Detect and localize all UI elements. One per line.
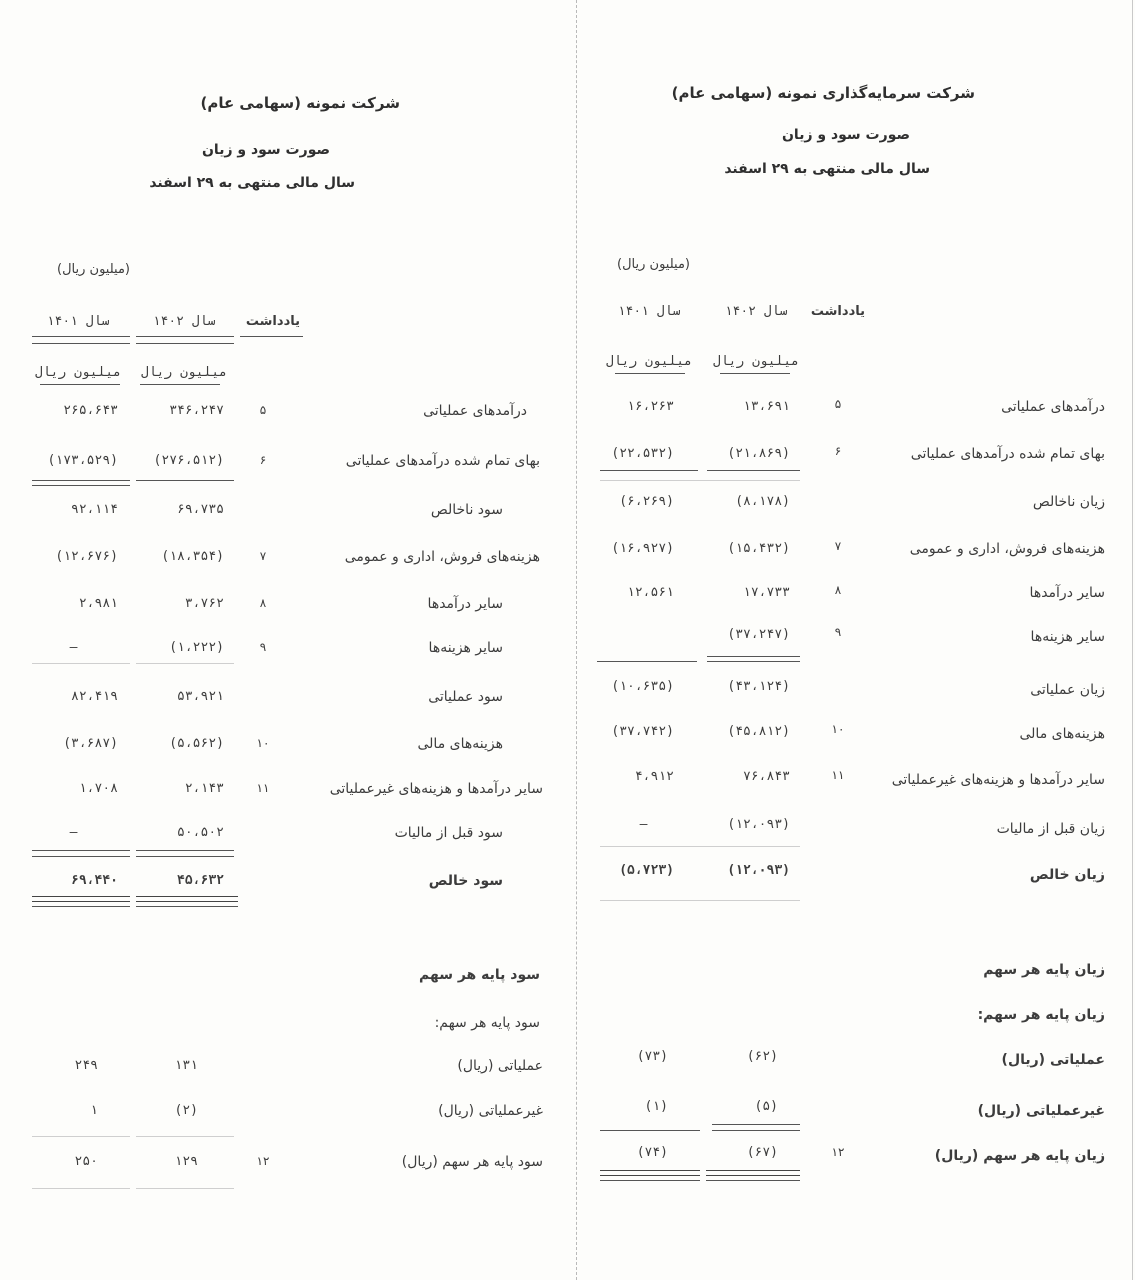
left-eps-current: (۲) bbox=[174, 1103, 198, 1118]
right-row-prior: — bbox=[639, 817, 649, 832]
left-row-current: (۱۸،۳۵۴) bbox=[161, 549, 224, 564]
right-col-current: سال ۱۴۰۲ bbox=[724, 304, 788, 319]
left-row-current: (۲۷۶،۵۱۲) bbox=[153, 453, 224, 468]
right-row-label: سایر درآمدها و هزینه‌های غیرعملیاتی bbox=[891, 772, 1105, 788]
left-row-prior: (۱۷۳،۵۲۹) bbox=[47, 453, 118, 468]
right-row-prior: (۳۷،۷۴۲) bbox=[611, 724, 674, 739]
left-eps-prior: ۲۴۹ bbox=[74, 1058, 98, 1073]
right-row-current: (۱۲،۰۹۳) bbox=[727, 863, 790, 878]
left-row-label: درآمدهای عملیاتی bbox=[423, 403, 527, 419]
left-row-prior: ۲۶۵،۶۴۳ bbox=[63, 403, 118, 418]
left-eps-label: عملیاتی (ریال) bbox=[457, 1058, 543, 1074]
right-row-note: ۹ bbox=[834, 625, 842, 639]
right-row-current: (۲۱،۸۶۹) bbox=[727, 446, 790, 461]
right-eps-label: غیرعملیاتی (ریال) bbox=[977, 1103, 1105, 1119]
left-row-label: سایر درآمدها bbox=[427, 596, 503, 612]
right-row-label: سایر هزینه‌ها bbox=[1030, 629, 1105, 645]
left-row-label: سود عملیاتی bbox=[428, 689, 503, 705]
right-col-prior-sub: میلیون ریال bbox=[605, 354, 693, 369]
left-row-label: سود ناخالص bbox=[430, 502, 503, 518]
right-row-current: (۴۳،۱۲۴) bbox=[727, 679, 790, 694]
left-row-note: ۸ bbox=[259, 596, 267, 610]
left-row-note: ۱۰ bbox=[256, 736, 270, 750]
page-divider bbox=[576, 0, 577, 1280]
right-heading-period: سال مالی منتهی به ۲۹ اسفند bbox=[724, 161, 930, 177]
left-col-prior: سال ۱۴۰۱ bbox=[46, 314, 110, 329]
right-eps-prior: (۷۴) bbox=[636, 1145, 668, 1160]
right-eps-note: ۱۲ bbox=[831, 1145, 845, 1159]
right-row-label: درآمدهای عملیاتی bbox=[1001, 399, 1105, 415]
right-col-current-sub: میلیون ریال bbox=[712, 354, 800, 369]
right-row-prior: ۱۶،۲۶۳ bbox=[627, 399, 674, 414]
right-eps-label: زیان پایه هر سهم (ریال) bbox=[934, 1148, 1105, 1164]
left-eps-title: سود پایه هر سهم bbox=[418, 967, 540, 983]
left-row-current: (۱،۲۲۲) bbox=[169, 640, 224, 655]
left-col-current-sub: میلیون ریال bbox=[140, 365, 228, 380]
right-row-label: زیان خالص bbox=[1029, 867, 1105, 883]
right-eps-current: (۵) bbox=[754, 1099, 778, 1114]
right-eps-subtitle: زیان پایه هر سهم: bbox=[977, 1007, 1105, 1023]
left-row-note: ۶ bbox=[259, 453, 267, 467]
left-eps-current: ۱۲۹ bbox=[174, 1154, 198, 1169]
right-row-prior: ۴،۹۱۲ bbox=[634, 769, 674, 784]
left-heading-company: شرکت نمونه (سهامی عام) bbox=[200, 94, 400, 112]
left-eps-prior: ۱ bbox=[90, 1103, 98, 1118]
right-row-current: (۱۲،۰۹۳) bbox=[727, 817, 790, 832]
page-edge bbox=[1132, 0, 1133, 1280]
right-row-note: ۸ bbox=[834, 583, 842, 597]
left-row-current: ۳،۷۶۲ bbox=[184, 596, 224, 611]
left-eps-note: ۱۲ bbox=[256, 1154, 270, 1168]
left-row-label: هزینه‌های مالی bbox=[417, 736, 503, 752]
left-col-current: سال ۱۴۰۲ bbox=[152, 314, 216, 329]
left-eps-current: ۱۳۱ bbox=[174, 1058, 198, 1073]
left-row-current: ۳۴۶،۲۴۷ bbox=[169, 403, 224, 418]
right-row-note: ۵ bbox=[834, 397, 842, 411]
left-row-prior: — bbox=[69, 640, 79, 655]
left-row-label: هزینه‌های فروش، اداری و عمومی bbox=[344, 549, 540, 565]
left-col-prior-sub: میلیون ریال bbox=[34, 365, 122, 380]
right-row-prior: (۶،۲۶۹) bbox=[619, 494, 674, 509]
right-heading-company: شرکت سرمایه‌گذاری نمونه (سهامی عام) bbox=[671, 84, 975, 102]
right-row-current: (۸،۱۷۸) bbox=[735, 494, 790, 509]
right-row-prior: (۲۲،۵۳۲) bbox=[611, 446, 674, 461]
right-row-label: زیان عملیاتی bbox=[1030, 682, 1105, 698]
left-row-label: سود خالص bbox=[428, 873, 503, 889]
right-row-label: زیان ناخالص bbox=[1032, 494, 1105, 510]
left-row-label: سایر درآمدها و هزینه‌های غیرعملیاتی bbox=[329, 781, 543, 797]
right-row-current: (۳۷،۲۴۷) bbox=[727, 627, 790, 642]
right-col-prior: سال ۱۴۰۱ bbox=[617, 304, 681, 319]
left-col-note: یادداشت bbox=[245, 314, 300, 329]
left-row-note: ۵ bbox=[259, 403, 267, 417]
left-row-prior: ۸۲،۴۱۹ bbox=[71, 689, 118, 704]
right-row-current: (۴۵،۸۱۲) bbox=[727, 724, 790, 739]
left-row-current: ۵۰،۵۰۲ bbox=[177, 825, 224, 840]
right-eps-current: (۶۲) bbox=[746, 1049, 778, 1064]
left-heading-period: سال مالی منتهی به ۲۹ اسفند bbox=[149, 175, 355, 191]
right-row-current: ۱۳،۶۹۱ bbox=[743, 399, 790, 414]
right-eps-prior: (۷۳) bbox=[636, 1049, 668, 1064]
left-row-label: بهای تمام شده درآمدهای عملیاتی bbox=[345, 453, 540, 469]
left-row-current: ۵۳،۹۲۱ bbox=[177, 689, 224, 704]
right-row-note: ۷ bbox=[834, 539, 842, 553]
right-row-prior: (۱۶،۹۲۷) bbox=[611, 541, 674, 556]
left-row-label: سایر هزینه‌ها bbox=[428, 640, 503, 656]
left-row-note: ۷ bbox=[259, 549, 267, 563]
right-col-note: یادداشت bbox=[810, 304, 865, 319]
right-eps-prior: (۱) bbox=[644, 1099, 668, 1114]
left-row-current: ۴۵،۶۳۲ bbox=[177, 873, 224, 888]
left-row-current: ۲،۱۴۳ bbox=[184, 781, 224, 796]
right-eps-label: عملیاتی (ریال) bbox=[1001, 1052, 1105, 1068]
left-row-current: (۵،۵۶۲) bbox=[169, 736, 224, 751]
left-row-current: ۶۹،۷۳۵ bbox=[177, 502, 224, 517]
right-row-label: هزینه‌های فروش، اداری و عمومی bbox=[909, 541, 1105, 557]
right-row-prior: (۵،۷۲۳) bbox=[619, 863, 674, 878]
right-row-label: زیان قبل از مالیات bbox=[996, 821, 1105, 837]
right-eps-current: (۶۷) bbox=[746, 1145, 778, 1160]
left-eps-label: سود پایه هر سهم (ریال) bbox=[401, 1154, 543, 1170]
right-row-current: ۷۶،۸۴۳ bbox=[743, 769, 790, 784]
left-unit-label: (میلیون ریال) bbox=[57, 262, 130, 277]
left-row-prior: ۹۲،۱۱۴ bbox=[71, 502, 118, 517]
left-eps-subtitle: سود پایه هر سهم: bbox=[434, 1015, 540, 1031]
left-eps-prior: ۲۵۰ bbox=[74, 1154, 98, 1169]
right-row-prior: (۱۰،۶۳۵) bbox=[611, 679, 674, 694]
left-row-label: سود قبل از مالیات bbox=[394, 825, 503, 841]
right-row-prior: ۱۲،۵۶۱ bbox=[627, 585, 674, 600]
left-row-note: ۹ bbox=[259, 640, 267, 654]
right-eps-title: زیان پایه هر سهم bbox=[983, 962, 1105, 978]
left-heading-title: صورت سود و زیان bbox=[201, 142, 330, 158]
right-unit-label: (میلیون ریال) bbox=[617, 257, 690, 272]
right-row-label: سایر درآمدها bbox=[1029, 585, 1105, 601]
right-row-label: بهای تمام شده درآمدهای عملیاتی bbox=[910, 446, 1105, 462]
right-row-label: هزینه‌های مالی bbox=[1019, 726, 1105, 742]
right-row-note: ۱۱ bbox=[831, 768, 845, 782]
right-row-current: ۱۷،۷۳۳ bbox=[743, 585, 790, 600]
left-row-prior: ۱،۷۰۸ bbox=[78, 781, 118, 796]
left-eps-label: غیرعملیاتی (ریال) bbox=[438, 1103, 543, 1119]
left-row-prior: ۲،۹۸۱ bbox=[78, 596, 118, 611]
right-row-note: ۶ bbox=[834, 444, 842, 458]
right-row-current: (۱۵،۴۳۲) bbox=[727, 541, 790, 556]
right-heading-title: صورت سود و زیان bbox=[781, 127, 910, 143]
left-row-note: ۱۱ bbox=[256, 781, 270, 795]
right-row-note: ۱۰ bbox=[831, 722, 845, 736]
left-row-prior: (۱۲،۶۷۶) bbox=[55, 549, 118, 564]
left-row-prior: — bbox=[69, 825, 79, 840]
left-row-prior: ۶۹،۴۴۰ bbox=[71, 873, 118, 888]
left-row-prior: (۳،۶۸۷) bbox=[63, 736, 118, 751]
